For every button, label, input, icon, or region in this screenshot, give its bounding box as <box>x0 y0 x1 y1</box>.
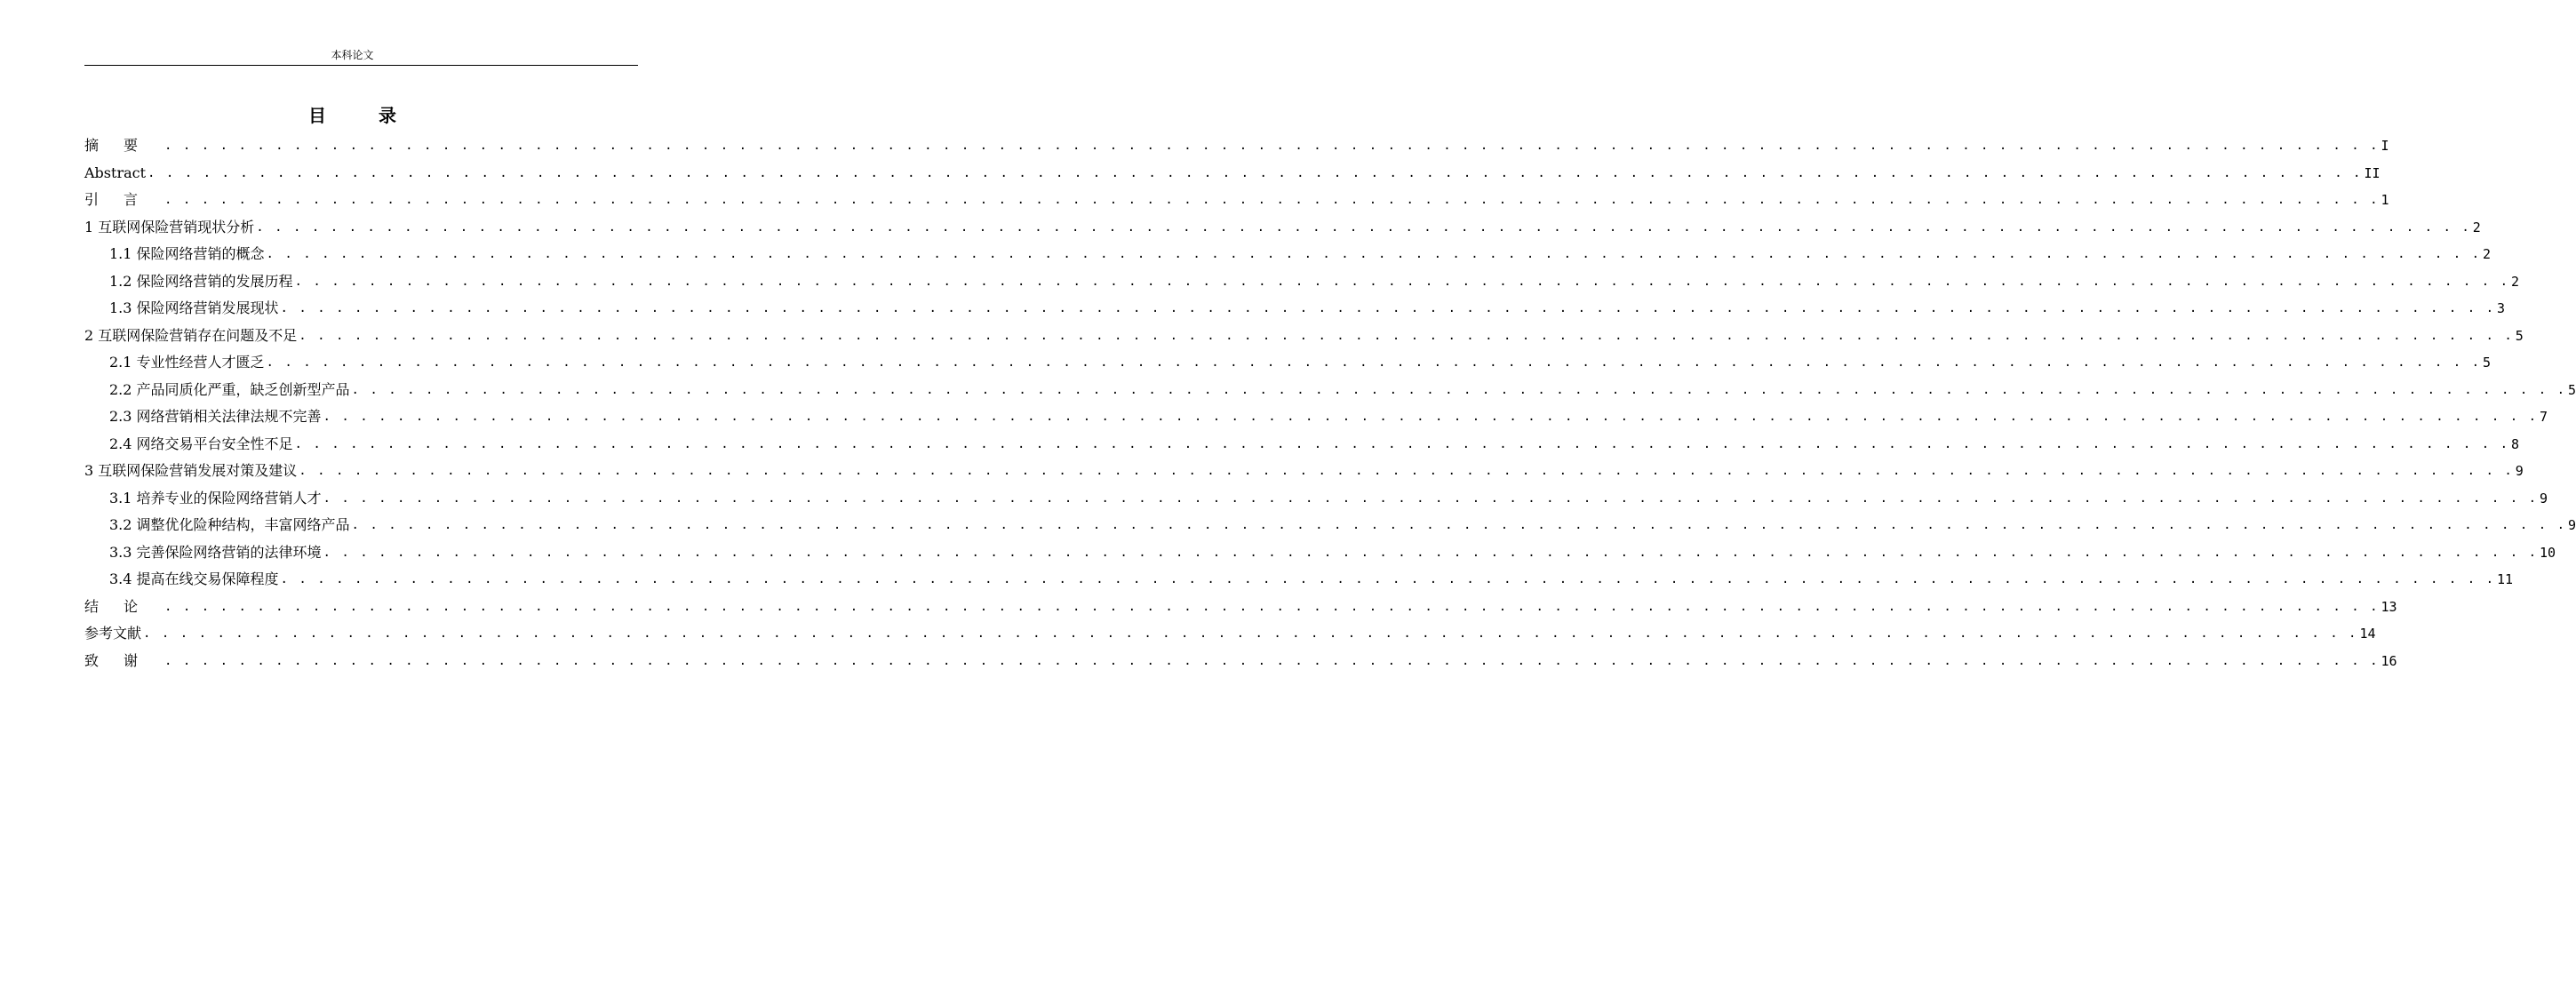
toc-entry-title: 3.1 培养专业的保险网络营销人才 <box>109 489 322 506</box>
toc-entry[interactable] <box>84 539 2556 567</box>
toc-entry-title: 1.3 保险网络营销发展现状 <box>109 299 279 317</box>
toc-entry[interactable] <box>84 620 2376 648</box>
toc-entry-page-number: 5 <box>2515 327 2524 344</box>
toc-entry-title: 引言 <box>84 191 163 209</box>
toc-entry-page-number: 14 <box>2359 626 2376 642</box>
toc-entry[interactable] <box>84 377 2576 404</box>
toc-dot-leader: . . . . . . . . . . . . . . . . . . . . . . . . . . . . . . . . . . . . . . . . . . . . . . . . . . . . . . . . . . . . . . . . . . . . . . . . . . . . . . . . . . . . . . . . . . . . . . . . . . . . . . . . . . . . . . . . . . . . . . . . <box>299 328 2514 343</box>
toc-entry[interactable] <box>84 594 2397 621</box>
toc-entry-title: 3.3 完善保险网络营销的法律环境 <box>109 543 322 561</box>
toc-entry[interactable] <box>84 485 2548 513</box>
toc-entry-page-number: 11 <box>2497 571 2514 588</box>
toc-dot-leader: . . . . . . . . . . . . . . . . . . . . . . . . . . . . . . . . . . . . . . . . . . . . . . . . . . . . . . . . . . . . . . . . . . . . . . . . . . . . . . . . . . . . . . . . . . . . . . . . . . . . . . . . . . . . . . . . . . . . . . . . <box>164 599 2380 614</box>
toc-dot-leader: . . . . . . . . . . . . . . . . . . . . . . . . . . . . . . . . . . . . . . . . . . . . . . . . . . . . . . . . . . . . . . . . . . . . . . . . . . . . . . . . . . . . . . . . . . . . . . . . . . . . . . . . . . . . . . . . . . . . . . . . <box>294 436 2510 451</box>
toc-entry[interactable] <box>84 431 2520 459</box>
toc-entry-title: 1 互联网保险营销现状分析 <box>84 218 255 235</box>
toc-entry[interactable] <box>84 187 2389 214</box>
toc-entry[interactable] <box>84 512 2576 539</box>
toc-entry[interactable] <box>84 214 2481 242</box>
toc-dot-leader: . . . . . . . . . . . . . . . . . . . . . . . . . . . . . . . . . . . . . . . . . . . . . . . . . . . . . . . . . . . . . . . . . . . . . . . . . . . . . . . . . . . . . . . . . . . . . . . . . . . . . . . . . . . . . . . . . . . . . . . . <box>351 518 2567 533</box>
running-header: 本科论文 <box>331 49 374 61</box>
toc-dot-leader: . . . . . . . . . . . . . . . . . . . . . . . . . . . . . . . . . . . . . . . . . . . . . . . . . . . . . . . . . . . . . . . . . . . . . . . . . . . . . . . . . . . . . . . . . . . . . . . . . . . . . . . . . . . . . . . . . . . . . . . . <box>323 410 2539 425</box>
toc-entry-title: 1.1 保险网络营销的概念 <box>109 245 265 263</box>
toc-entry[interactable] <box>84 268 2520 296</box>
toc-dot-leader: . . . . . . . . . . . . . . . . . . . . . . . . . . . . . . . . . . . . . . . . . . . . . . . . . . . . . . . . . . . . . . . . . . . . . . . . . . . . . . . . . . . . . . . . . . . . . . . . . . . . . . . . . . . . . . . . . . . . . . . . <box>164 193 2380 208</box>
toc-dot-leader: . . . . . . . . . . . . . . . . . . . . . . . . . . . . . . . . . . . . . . . . . . . . . . . . . . . . . . . . . . . . . . . . . . . . . . . . . . . . . . . . . . . . . . . . . . . . . . . . . . . . . . . . . . . . . . . . . . . . . . . . <box>266 247 2482 262</box>
toc-entry[interactable] <box>84 403 2548 431</box>
toc-entry-page-number: 10 <box>2540 544 2556 561</box>
toc-entry-page-number: 9 <box>2568 517 2576 534</box>
toc-entry[interactable] <box>84 648 2397 675</box>
toc-entry-page-number: 5 <box>2568 381 2576 398</box>
toc-dot-leader: . . . . . . . . . . . . . . . . . . . . . . . . . . . . . . . . . . . . . . . . . . . . . . . . . . . . . . . . . . . . . . . . . . . . . . . . . . . . . . . . . . . . . . . . . . . . . . . . . . . . . . . . . . . . . . . . . . . . . . . . <box>143 626 2358 642</box>
toc-dot-leader: . . . . . . . . . . . . . . . . . . . . . . . . . . . . . . . . . . . . . . . . . . . . . . . . . . . . . . . . . . . . . . . . . . . . . . . . . . . . . . . . . . . . . . . . . . . . . . . . . . . . . . . . . . . . . . . . . . . . . . . . <box>323 491 2539 506</box>
toc-entry[interactable] <box>84 323 2524 350</box>
toc-entry-page-number: 3 <box>2497 300 2506 317</box>
toc-title: 目 录 <box>308 105 419 126</box>
toc-dot-leader: . . . . . . . . . . . . . . . . . . . . . . . . . . . . . . . . . . . . . . . . . . . . . . . . . . . . . . . . . . . . . . . . . . . . . . . . . . . . . . . . . . . . . . . . . . . . . . . . . . . . . . . . . . . . . . . . . . . . . . . . <box>164 139 2380 154</box>
toc-entry-page-number: I <box>2381 138 2389 155</box>
toc-entry-title: 致谢 <box>84 651 163 669</box>
toc-entry-page-number: 2 <box>2483 246 2492 263</box>
toc-entry[interactable] <box>84 458 2524 485</box>
table-of-contents <box>84 132 2576 674</box>
toc-entry-title: 参考文献 <box>84 625 142 642</box>
toc-entry[interactable] <box>84 132 2389 160</box>
toc-dot-leader: . . . . . . . . . . . . . . . . . . . . . . . . . . . . . . . . . . . . . . . . . . . . . . . . . . . . . . . . . . . . . . . . . . . . . . . . . . . . . . . . . . . . . . . . . . . . . . . . . . . . . . . . . . . . . . . . . . . . . . . . <box>256 219 2471 235</box>
toc-entry-page-number: 16 <box>2381 652 2397 669</box>
toc-dot-leader: . . . . . . . . . . . . . . . . . . . . . . . . . . . . . . . . . . . . . . . . . . . . . . . . . . . . . . . . . . . . . . . . . . . . . . . . . . . . . . . . . . . . . . . . . . . . . . . . . . . . . . . . . . . . . . . . . . . . . . . . <box>266 355 2482 371</box>
header-rule <box>84 65 638 66</box>
toc-dot-leader: . . . . . . . . . . . . . . . . . . . . . . . . . . . . . . . . . . . . . . . . . . . . . . . . . . . . . . . . . . . . . . . . . . . . . . . . . . . . . . . . . . . . . . . . . . . . . . . . . . . . . . . . . . . . . . . . . . . . . . . . <box>323 545 2539 560</box>
toc-entry-page-number: 9 <box>2515 463 2524 480</box>
toc-dot-leader: . . . . . . . . . . . . . . . . . . . . . . . . . . . . . . . . . . . . . . . . . . . . . . . . . . . . . . . . . . . . . . . . . . . . . . . . . . . . . . . . . . . . . . . . . . . . . . . . . . . . . . . . . . . . . . . . . . . . . . . . <box>148 165 2363 180</box>
toc-entry[interactable] <box>84 241 2492 268</box>
toc-entry-page-number: 8 <box>2511 435 2520 452</box>
toc-entry-page-number: 2 <box>2511 273 2520 290</box>
toc-entry-title: 2.2 产品同质化严重，缺乏创新型产品 <box>109 380 350 398</box>
toc-entry[interactable] <box>84 295 2506 323</box>
toc-entry-title: 2.1 专业性经营人才匮乏 <box>109 354 265 371</box>
toc-entry-title: 2.4 网络交易平台安全性不足 <box>109 435 293 452</box>
toc-entry[interactable] <box>84 160 2381 187</box>
toc-dot-leader: . . . . . . . . . . . . . . . . . . . . . . . . . . . . . . . . . . . . . . . . . . . . . . . . . . . . . . . . . . . . . . . . . . . . . . . . . . . . . . . . . . . . . . . . . . . . . . . . . . . . . . . . . . . . . . . . . . . . . . . . <box>280 572 2496 587</box>
toc-entry-title: 3.4 提高在线交易保障程度 <box>109 570 279 588</box>
toc-entry-title: 结论 <box>84 597 163 615</box>
toc-entry-page-number: 7 <box>2540 409 2548 426</box>
toc-entry-title: 1.2 保险网络营销的发展历程 <box>109 272 293 290</box>
toc-entry-page-number: 9 <box>2540 490 2548 506</box>
toc-entry-page-number: II <box>2364 164 2381 181</box>
toc-entry-page-number: 13 <box>2381 598 2397 615</box>
toc-entry-title: 2 互联网保险营销存在问题及不足 <box>84 326 298 344</box>
toc-entry-title: Abstract <box>84 164 147 181</box>
toc-dot-leader: . . . . . . . . . . . . . . . . . . . . . . . . . . . . . . . . . . . . . . . . . . . . . . . . . . . . . . . . . . . . . . . . . . . . . . . . . . . . . . . . . . . . . . . . . . . . . . . . . . . . . . . . . . . . . . . . . . . . . . . . <box>294 274 2510 289</box>
toc-dot-leader: . . . . . . . . . . . . . . . . . . . . . . . . . . . . . . . . . . . . . . . . . . . . . . . . . . . . . . . . . . . . . . . . . . . . . . . . . . . . . . . . . . . . . . . . . . . . . . . . . . . . . . . . . . . . . . . . . . . . . . . . <box>351 382 2567 397</box>
toc-entry[interactable] <box>84 566 2514 594</box>
toc-entry-page-number: 2 <box>2472 219 2481 235</box>
toc-entry-title: 2.3 网络营销相关法律法规不完善 <box>109 408 322 426</box>
toc-dot-leader: . . . . . . . . . . . . . . . . . . . . . . . . . . . . . . . . . . . . . . . . . . . . . . . . . . . . . . . . . . . . . . . . . . . . . . . . . . . . . . . . . . . . . . . . . . . . . . . . . . . . . . . . . . . . . . . . . . . . . . . . <box>164 653 2380 668</box>
toc-entry[interactable] <box>84 349 2492 377</box>
toc-entry-page-number: 1 <box>2381 192 2389 209</box>
toc-entry-page-number: 5 <box>2483 355 2492 371</box>
toc-entry-title: 3.2 调整优化险种结构，丰富网络产品 <box>109 516 350 534</box>
toc-dot-leader: . . . . . . . . . . . . . . . . . . . . . . . . . . . . . . . . . . . . . . . . . . . . . . . . . . . . . . . . . . . . . . . . . . . . . . . . . . . . . . . . . . . . . . . . . . . . . . . . . . . . . . . . . . . . . . . . . . . . . . . . <box>280 301 2496 316</box>
toc-entry-title: 摘要 <box>84 137 163 155</box>
toc-dot-leader: . . . . . . . . . . . . . . . . . . . . . . . . . . . . . . . . . . . . . . . . . . . . . . . . . . . . . . . . . . . . . . . . . . . . . . . . . . . . . . . . . . . . . . . . . . . . . . . . . . . . . . . . . . . . . . . . . . . . . . . . <box>299 464 2514 479</box>
toc-entry-title: 3 互联网保险营销发展对策及建议 <box>84 462 298 480</box>
